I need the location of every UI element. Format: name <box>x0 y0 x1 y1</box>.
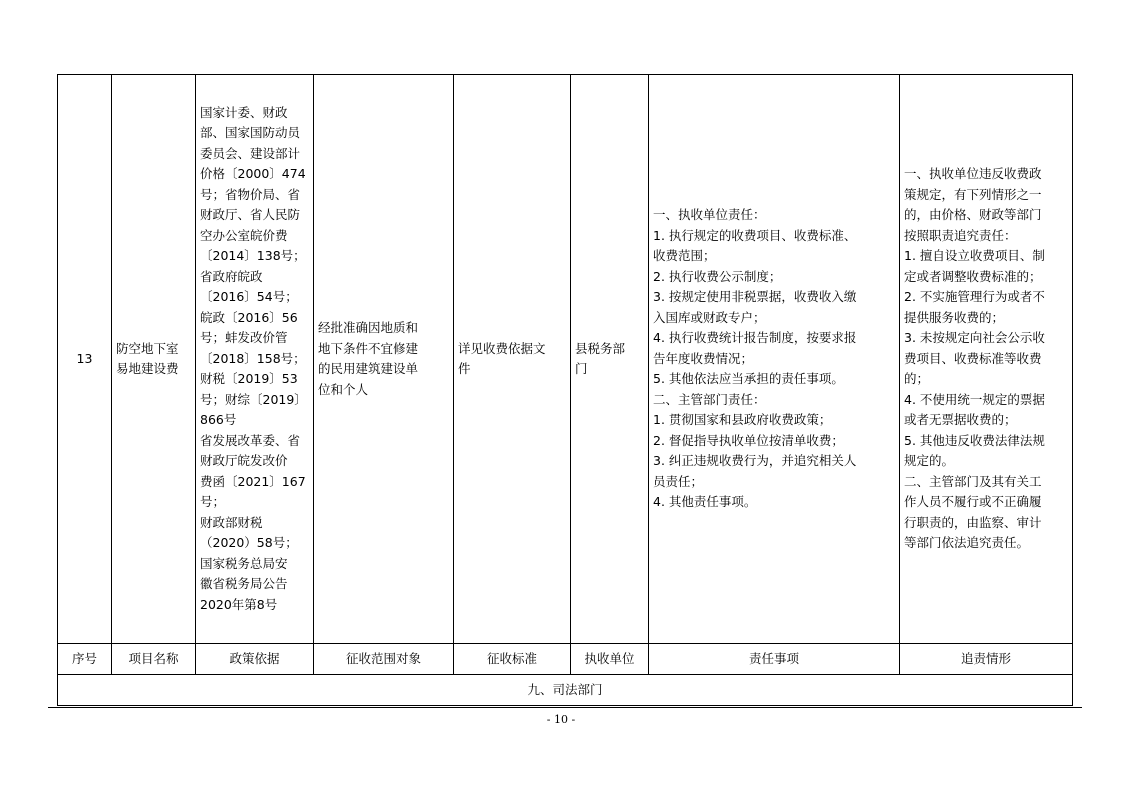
project-name <box>112 75 196 644</box>
text-line: 作人员不履行或不正确履 <box>904 494 1042 510</box>
fee-table <box>57 74 1073 706</box>
text-line: 号； <box>200 494 226 510</box>
header-project-name: 项目名称 <box>112 644 196 675</box>
text-line: 866号 <box>200 412 237 428</box>
text-line: 3. 未按规定向社会公示收 <box>904 330 1045 346</box>
text-line: 员责任； <box>653 473 704 489</box>
header-policy-basis: 政策依据 <box>196 644 314 675</box>
text-line: 1. 执行规定的收费项目、收费标准、 <box>653 227 857 243</box>
text-line: 经批准确因地质和 <box>318 320 419 335</box>
text-line: 详见收费依据文 <box>458 340 546 356</box>
text-line: 号；蚌发改价管 <box>200 330 288 346</box>
text-line: 财税〔2019〕53 <box>200 371 298 387</box>
text-line: 号；财综〔2019〕 <box>200 391 307 407</box>
header-responsibilities: 责任事项 <box>649 644 900 675</box>
text-line: 省政府皖政 <box>200 268 263 284</box>
text-line: 〔2016〕54号； <box>200 289 298 305</box>
text-line: 2. 督促指导执收单位按清单收费； <box>653 432 844 448</box>
text-line: 国家税务总局安 <box>200 555 288 571</box>
text-line: 4. 不使用统一规定的票据 <box>904 391 1045 407</box>
text-line: 二、主管部门及其有关工 <box>904 473 1042 489</box>
text-line: 或者无票据收费的； <box>904 412 1017 428</box>
text-line: 5. 其他依法应当承担的责任事项。 <box>653 371 844 387</box>
text-line: 2. 不实施管理行为或者不 <box>904 289 1045 305</box>
text-line: 委员会、建设部计 <box>200 145 301 161</box>
responsibilities <box>649 75 900 644</box>
text-line: 4. 其他责任事项。 <box>653 494 757 510</box>
bottom-rule <box>48 707 1082 708</box>
text-line: 定或者调整收费标准的； <box>904 268 1042 284</box>
text-line: 费项目、收费标准等收费 <box>904 350 1042 366</box>
text-line: 价格〔2000〕474 <box>200 166 306 182</box>
row-index: 13 <box>58 75 112 644</box>
text-line: 3. 按规定使用非税票据，收费收入缴 <box>653 289 857 305</box>
text-line: 3. 纠正违规收费行为，并追究相关人 <box>653 453 857 469</box>
text-line: 5. 其他违反收费法律法规 <box>904 432 1045 448</box>
header-index: 序号 <box>58 644 112 675</box>
text-line: 徽省税务局公告 <box>200 576 288 592</box>
text-line: 的民用建筑建设单 <box>318 361 419 376</box>
collection-scope <box>314 75 454 644</box>
text-line: 行职责的，由监察、审计 <box>904 514 1042 530</box>
text-line: 〔2014〕138号； <box>200 248 306 264</box>
text-line: 策规定，有下列情形之一 <box>904 186 1042 202</box>
text-line: 号；省物价局、省 <box>200 186 301 202</box>
text-line: 按照职责追究责任： <box>904 227 1017 243</box>
text-line: 门 <box>575 361 588 376</box>
text-line: 件 <box>458 361 471 376</box>
collection-standard <box>454 75 571 644</box>
text-line: 皖政〔2016〕56 <box>200 309 298 325</box>
text-line: 入国库或财政专户； <box>653 309 766 325</box>
text-line: 空办公室皖价费 <box>200 227 288 243</box>
text-line: 一、执收单位违反收费政 <box>904 166 1042 182</box>
text-line: 费函〔2021〕167 <box>200 473 306 489</box>
text-line: 财政厅、省人民防 <box>200 207 301 223</box>
text-line: 国家计委、财政 <box>200 104 288 120</box>
header-row <box>58 644 1073 675</box>
text-line: 二、主管部门责任： <box>653 391 766 407</box>
text-line: 的，由价格、财政等部门 <box>904 207 1042 223</box>
collecting-unit <box>571 75 649 644</box>
text-line: 易地建设费 <box>116 361 179 376</box>
text-line: 2. 执行收费公示制度； <box>653 268 782 284</box>
text-line: 规定的。 <box>904 453 955 469</box>
text-line: 防空地下室 <box>116 340 179 356</box>
header-accountability: 追责情形 <box>900 644 1073 675</box>
policy-basis <box>196 75 314 644</box>
text-line: 〔2018〕158号； <box>200 350 306 366</box>
text-line: 省发展改革委、省 <box>200 432 301 448</box>
text-line: （2020）58号； <box>200 535 298 551</box>
header-collection-scope: 征收范围对象 <box>314 644 454 675</box>
text-line: 的； <box>904 371 930 387</box>
section-title: 九、司法部门 <box>58 675 1073 706</box>
text-line: 县税务部 <box>575 340 626 356</box>
table-row <box>58 75 1073 644</box>
text-line: 收费范围； <box>653 248 716 264</box>
accountability <box>900 75 1073 644</box>
text-line: 地下条件不宜修建 <box>318 340 419 356</box>
text-line: 4. 执行收费统计报告制度，按要求报 <box>653 330 857 346</box>
text-line: 财政部财税 <box>200 514 263 530</box>
text-line: 一、执收单位责任： <box>653 207 766 223</box>
text-line: 等部门依法追究责任。 <box>904 535 1030 551</box>
text-line: 告年度收费情况； <box>653 350 754 366</box>
text-line: 位和个人 <box>318 381 369 397</box>
text-line: 部、国家国防动员 <box>200 125 301 141</box>
header-collecting-unit: 执收单位 <box>571 644 649 675</box>
text-line: 提供服务收费的； <box>904 309 1005 325</box>
section-row <box>58 675 1073 706</box>
text-line: 2020年第8号 <box>200 596 278 612</box>
header-collection-standard: 征收标准 <box>454 644 571 675</box>
text-line: 1. 擅自设立收费项目、制 <box>904 248 1045 264</box>
text-line: 1. 贯彻国家和县政府收费政策； <box>653 412 832 428</box>
page-number: - 10 - <box>546 713 576 726</box>
text-line: 财政厅皖发改价 <box>200 453 288 469</box>
